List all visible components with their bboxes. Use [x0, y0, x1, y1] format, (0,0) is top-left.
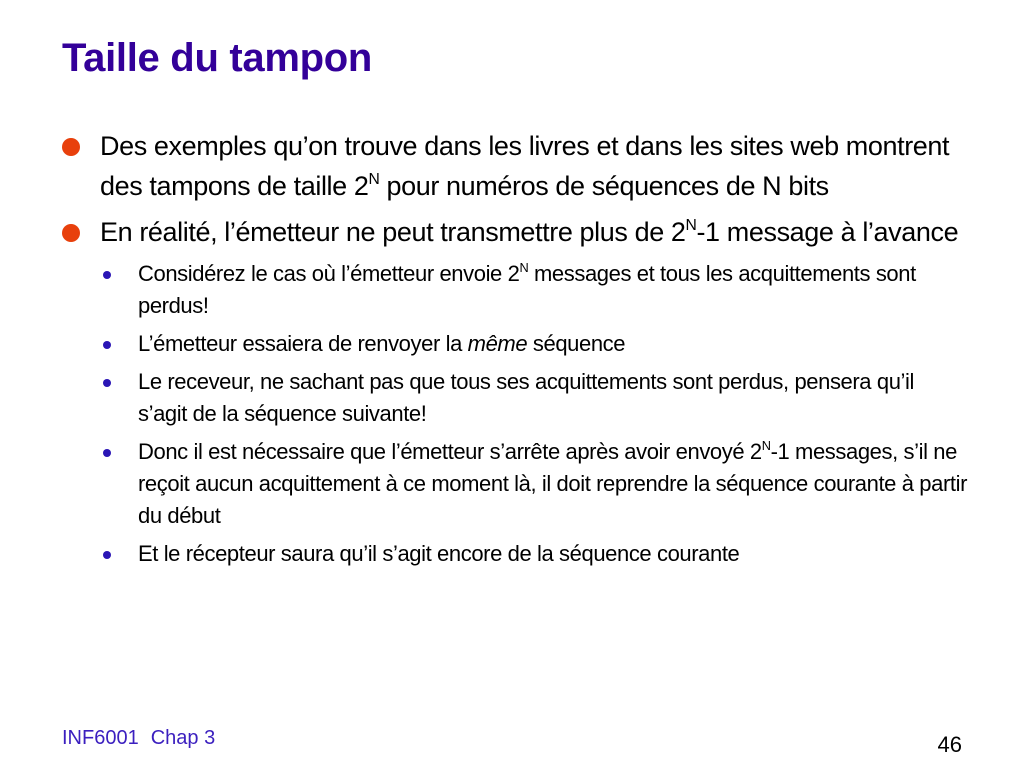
footer-course: INF6001 [62, 727, 139, 749]
sub-bullet-item [62, 258, 967, 322]
sub-bullet-list [62, 258, 967, 570]
sub-bullet-dot-icon [103, 449, 111, 457]
sub-bullet-text: -1 messages, s’il ne reçoit aucun acquittement à ce moment là, il doit reprendre la séquence courante à partir du début [138, 439, 967, 528]
bullet-dot-icon [62, 224, 80, 242]
page-number: 46 [937, 732, 962, 757]
footer-chapter: Chap 3 [150, 727, 216, 749]
slide-title: Taille du tampon [62, 36, 373, 80]
sub-bullet-text: Le receveur, ne sachant pas que tous ses acquittements sont perdus, pensera qu’il s’agit de la séquence suivante! [138, 369, 914, 426]
bullet-dot-icon [62, 138, 80, 156]
sub-bullet-text: L’émetteur essaiera de renvoyer la [138, 331, 468, 356]
sub-bullet-dot-icon [103, 271, 111, 279]
slide-content [62, 126, 967, 576]
bullet-text: -1 message à l’avance [696, 217, 959, 247]
sub-bullet-item [62, 538, 967, 570]
bullet-text: pour numéros de séquences de N bits [379, 171, 829, 201]
sub-bullet-dot-icon [103, 341, 111, 349]
sub-bullet-text: messages et tous les acquittements sont perdus! [138, 261, 916, 318]
superscript: N [761, 438, 771, 454]
bullet-text: En réalité, l’émetteur ne peut transmettre plus de 2 [100, 217, 686, 247]
sub-bullet-text: séquence [527, 331, 626, 356]
sub-bullet-item [62, 366, 967, 430]
bullet-text: Des exemples qu’on trouve dans les livres et dans les sites web montrent des tampons de taille 2 [100, 131, 950, 201]
sub-bullet-text: Considérez le cas où l’émetteur envoie 2 [138, 261, 520, 286]
sub-bullet-text: Donc il est nécessaire que l’émetteur s’arrête après avoir envoyé 2 [138, 439, 762, 464]
bullet-item [62, 212, 967, 252]
superscript: N [368, 171, 380, 189]
emphasis-text: même [467, 331, 528, 356]
bullet-item [62, 126, 967, 206]
sub-bullet-dot-icon [103, 379, 111, 387]
superscript: N [685, 217, 697, 235]
sub-bullet-dot-icon [103, 551, 111, 559]
sub-bullet-item [62, 436, 967, 532]
footer-course-label [62, 727, 215, 750]
superscript: N [519, 260, 529, 276]
sub-bullet-text: Et le récepteur saura qu’il s’agit encore de la séquence courante [138, 541, 740, 566]
sub-bullet-item [62, 328, 967, 360]
